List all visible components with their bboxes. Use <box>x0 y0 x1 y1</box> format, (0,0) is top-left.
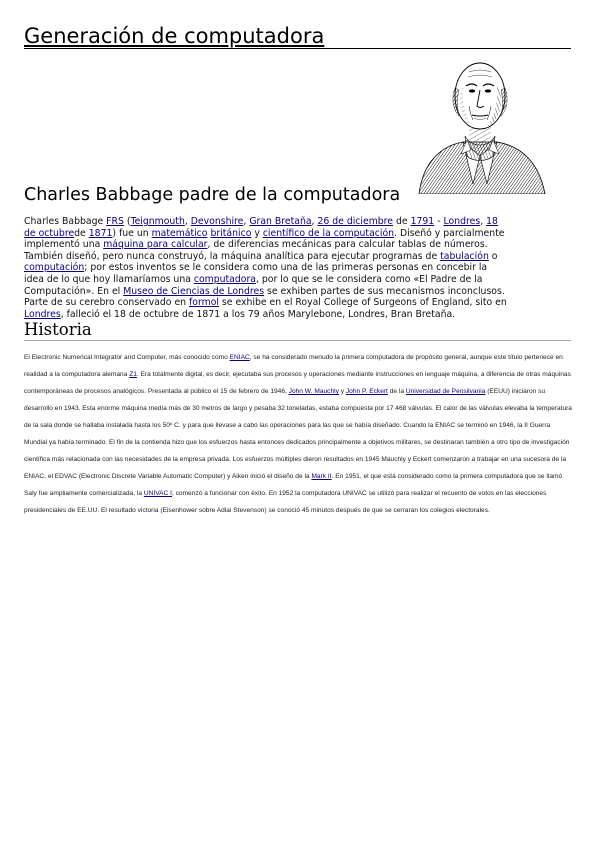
wiki-link[interactable]: computación <box>24 262 85 274</box>
wiki-link[interactable]: Museo de Ciencias de Londres <box>123 285 265 297</box>
wiki-link[interactable]: UNIVAC I <box>143 490 172 497</box>
wiki-link[interactable]: tabulación <box>440 250 489 262</box>
wiki-link[interactable]: Z1 <box>129 371 137 378</box>
paragraph-text: de la <box>387 388 406 395</box>
wiki-link[interactable]: computadora <box>193 273 256 285</box>
history-paragraph <box>24 349 572 519</box>
wiki-link[interactable]: matemático <box>151 227 208 239</box>
wiki-link[interactable]: máquina para calcular <box>103 239 208 251</box>
wiki-link[interactable]: científico de la computación <box>262 227 395 239</box>
paragraph-text: ( <box>123 216 131 227</box>
paragraph-text: , <box>311 216 318 227</box>
paragraph-text: , se ha considerado menudo la primera computadora de propósito general, aunque este título pertenece en realidad a la computadora alemana <box>24 354 563 378</box>
paragraph-text: , por lo que se le considera como «El Padre de la Computación». En el <box>24 273 483 297</box>
wiki-link[interactable]: Mark II <box>311 473 332 480</box>
wiki-link[interactable]: Londres <box>24 308 61 320</box>
wiki-link[interactable]: Devonshire <box>190 216 244 227</box>
wiki-link[interactable]: Gran Bretaña <box>249 216 312 227</box>
wiki-link[interactable]: 1791 <box>410 216 435 227</box>
wiki-link[interactable]: Londres <box>443 216 481 227</box>
wiki-link[interactable]: John P. Eckert <box>345 388 388 395</box>
wiki-link[interactable]: Universidad de Pensilvania <box>405 388 486 395</box>
paragraph-text: , <box>243 216 250 227</box>
wiki-link[interactable]: John W. Mauchly <box>288 388 339 395</box>
paragraph-text: El Electronic Numerical Integrator and Computer, más conocido como <box>24 354 230 361</box>
page-title-text: Generación de computadora <box>24 24 325 48</box>
paragraph-text: se exhiben partes de sus mecanismos inconclusos. Parte de su cerebro conservado en <box>24 285 505 309</box>
paragraph-text: y <box>251 227 263 239</box>
wiki-link[interactable]: ENIAC <box>229 354 250 361</box>
paragraph-text: , comenzó a funcionar con éxito. En 1952 la computadora UNIVAC se utilizó para realizar el recuento de votos en las elecciones presidenciales de EE.UU. El resultado victoria (Eisenhower sobre Adlai Stevenson) se conoció 45 minutos después de que se cerraran los colegios electorales. <box>24 490 547 514</box>
wiki-link[interactable]: FRS <box>106 216 124 227</box>
paragraph-text: . Era totalmente digital, es decir, ejecutaba sus procesos y operaciones mediante instrucciones en lenguaje máquina, a diferencia de otras máquinas contemporáneas de procesos analógicos. Presentada al público el 15 de febrero de 1946, <box>24 371 571 395</box>
paragraph-text: . Diseñó y parcialmente implementó una <box>24 227 505 251</box>
section-heading-rule <box>24 319 571 341</box>
paragraph-text: , de diferencias mecánicas para calcular tablas de números. También diseñó, pero nunca construyó, la máquina analítica para ejecutar programas de <box>24 239 488 262</box>
paragraph-text: (EEUU) iniciaron su desarrollo en 1943. Esta enorme máquina medía más de 30 metros de largo y pesaba 32 toneladas, estaba compuesta por 17 468 válvulas. El calor de las válvulas elevaba la temperatura de la sala donde se hallaba instalada hasta los 50º C. y para que llevase a cabo las operaciones para las que se había diseñado. Cuando la ENIAC se terminó en 1946, la II Guerra Mundial ya había terminado. El fin de la contienda hizo que los esfuerzos hasta entonces dedicados principalmente a objetivos militares, se destinaran también a otro tipo de investigación científica más relacionada con las necesidades de la empresa privada. Los esfuerzos múltiples dieron resultados en 1945 Mauchly y Eckert comenzaron a trabajar en una sucesora de la ENIAC, el EDVAC (Electronic Discrete Variable Automatic Computer) y Aiken inició el diseño de la <box>24 388 572 480</box>
wiki-link[interactable]: 1871 <box>88 227 113 239</box>
section-heading-historia: Historia <box>24 320 92 339</box>
paragraph-text: , <box>480 216 487 227</box>
charles-babbage-portrait <box>411 44 549 194</box>
wiki-link[interactable]: británico <box>210 227 252 239</box>
section-heading-babbage: Charles Babbage padre de la computadora <box>24 185 401 205</box>
wiki-link[interactable]: Teignmouth <box>130 216 185 227</box>
paragraph-text: Charles Babbage <box>24 216 107 227</box>
paragraph-text: de <box>74 227 89 239</box>
paragraph-text: ) fue un <box>112 227 152 239</box>
paragraph-text: se exhibe en el Royal College of Surgeons of England, sito en <box>218 297 507 309</box>
wiki-link[interactable]: 18 de octubre <box>24 216 498 239</box>
paragraph-text: de <box>393 216 411 227</box>
paragraph-text: o <box>488 250 498 262</box>
paragraph-text: - <box>434 216 444 227</box>
paragraph-text: , <box>184 216 191 227</box>
babbage-biography <box>24 216 508 320</box>
paragraph-text: ; por estos inventos se le considera como una de las primeras personas en concebir la idea de lo que hoy llamaríamos una <box>24 262 488 285</box>
paragraph-text: . En 1951, el que está considerado como la primera computadora que se llamó Saly fue ampliamente comercializada, la <box>24 473 563 497</box>
paragraph-text: , falleció el 18 de octubre de 1871 a los 79 años Marylebone, Londres, Bran Bretaña. <box>60 308 456 320</box>
wiki-link[interactable]: formol <box>189 297 219 309</box>
wiki-link[interactable]: 26 de diciembre <box>317 216 394 227</box>
paragraph-text: y <box>338 388 346 395</box>
